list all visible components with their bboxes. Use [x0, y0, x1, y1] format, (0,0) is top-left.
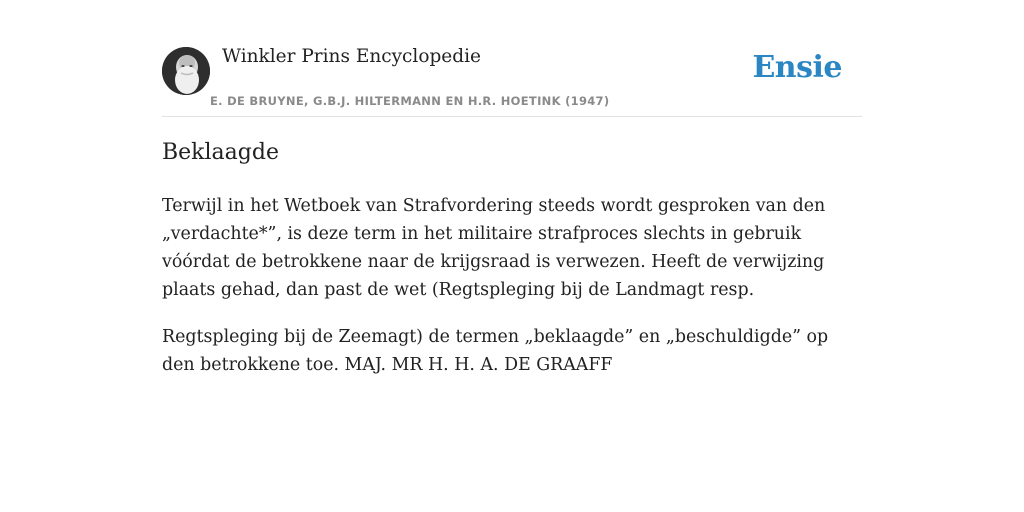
- bearded-man-portrait-icon: [162, 47, 210, 95]
- ensie-logo[interactable]: Ensie: [752, 50, 842, 85]
- entry-title: Beklaagde: [162, 140, 279, 165]
- entry-paragraph: Regtspleging bij de Zeemagt) de termen „beklaagde” en „beschuldigde” op den betrokkene toe. MAJ. MR H. H. A. DE GRAAFF: [162, 327, 829, 375]
- page: [162, 0, 862, 512]
- source-authors: E. DE BRUYNE, G.B.J. HILTERMANN EN H.R. HOETINK (1947): [210, 94, 610, 108]
- entry-paragraph: Terwijl in het Wetboek van Strafvordering steeds wordt gesproken van den „verdachte*”, is deze term in het militaire strafproces slechts in gebruik vóórdat de betrokkene naar de krijgsraad is verwezen. Heeft de verwijzing plaats gehad, dan past de wet (Regtspleging bij de Landmagt resp.: [162, 196, 826, 300]
- author-avatar[interactable]: [162, 47, 210, 95]
- source-title[interactable]: Winkler Prins Encyclopedie: [222, 46, 481, 67]
- source-header: [162, 0, 862, 117]
- entry-body: [162, 192, 866, 398]
